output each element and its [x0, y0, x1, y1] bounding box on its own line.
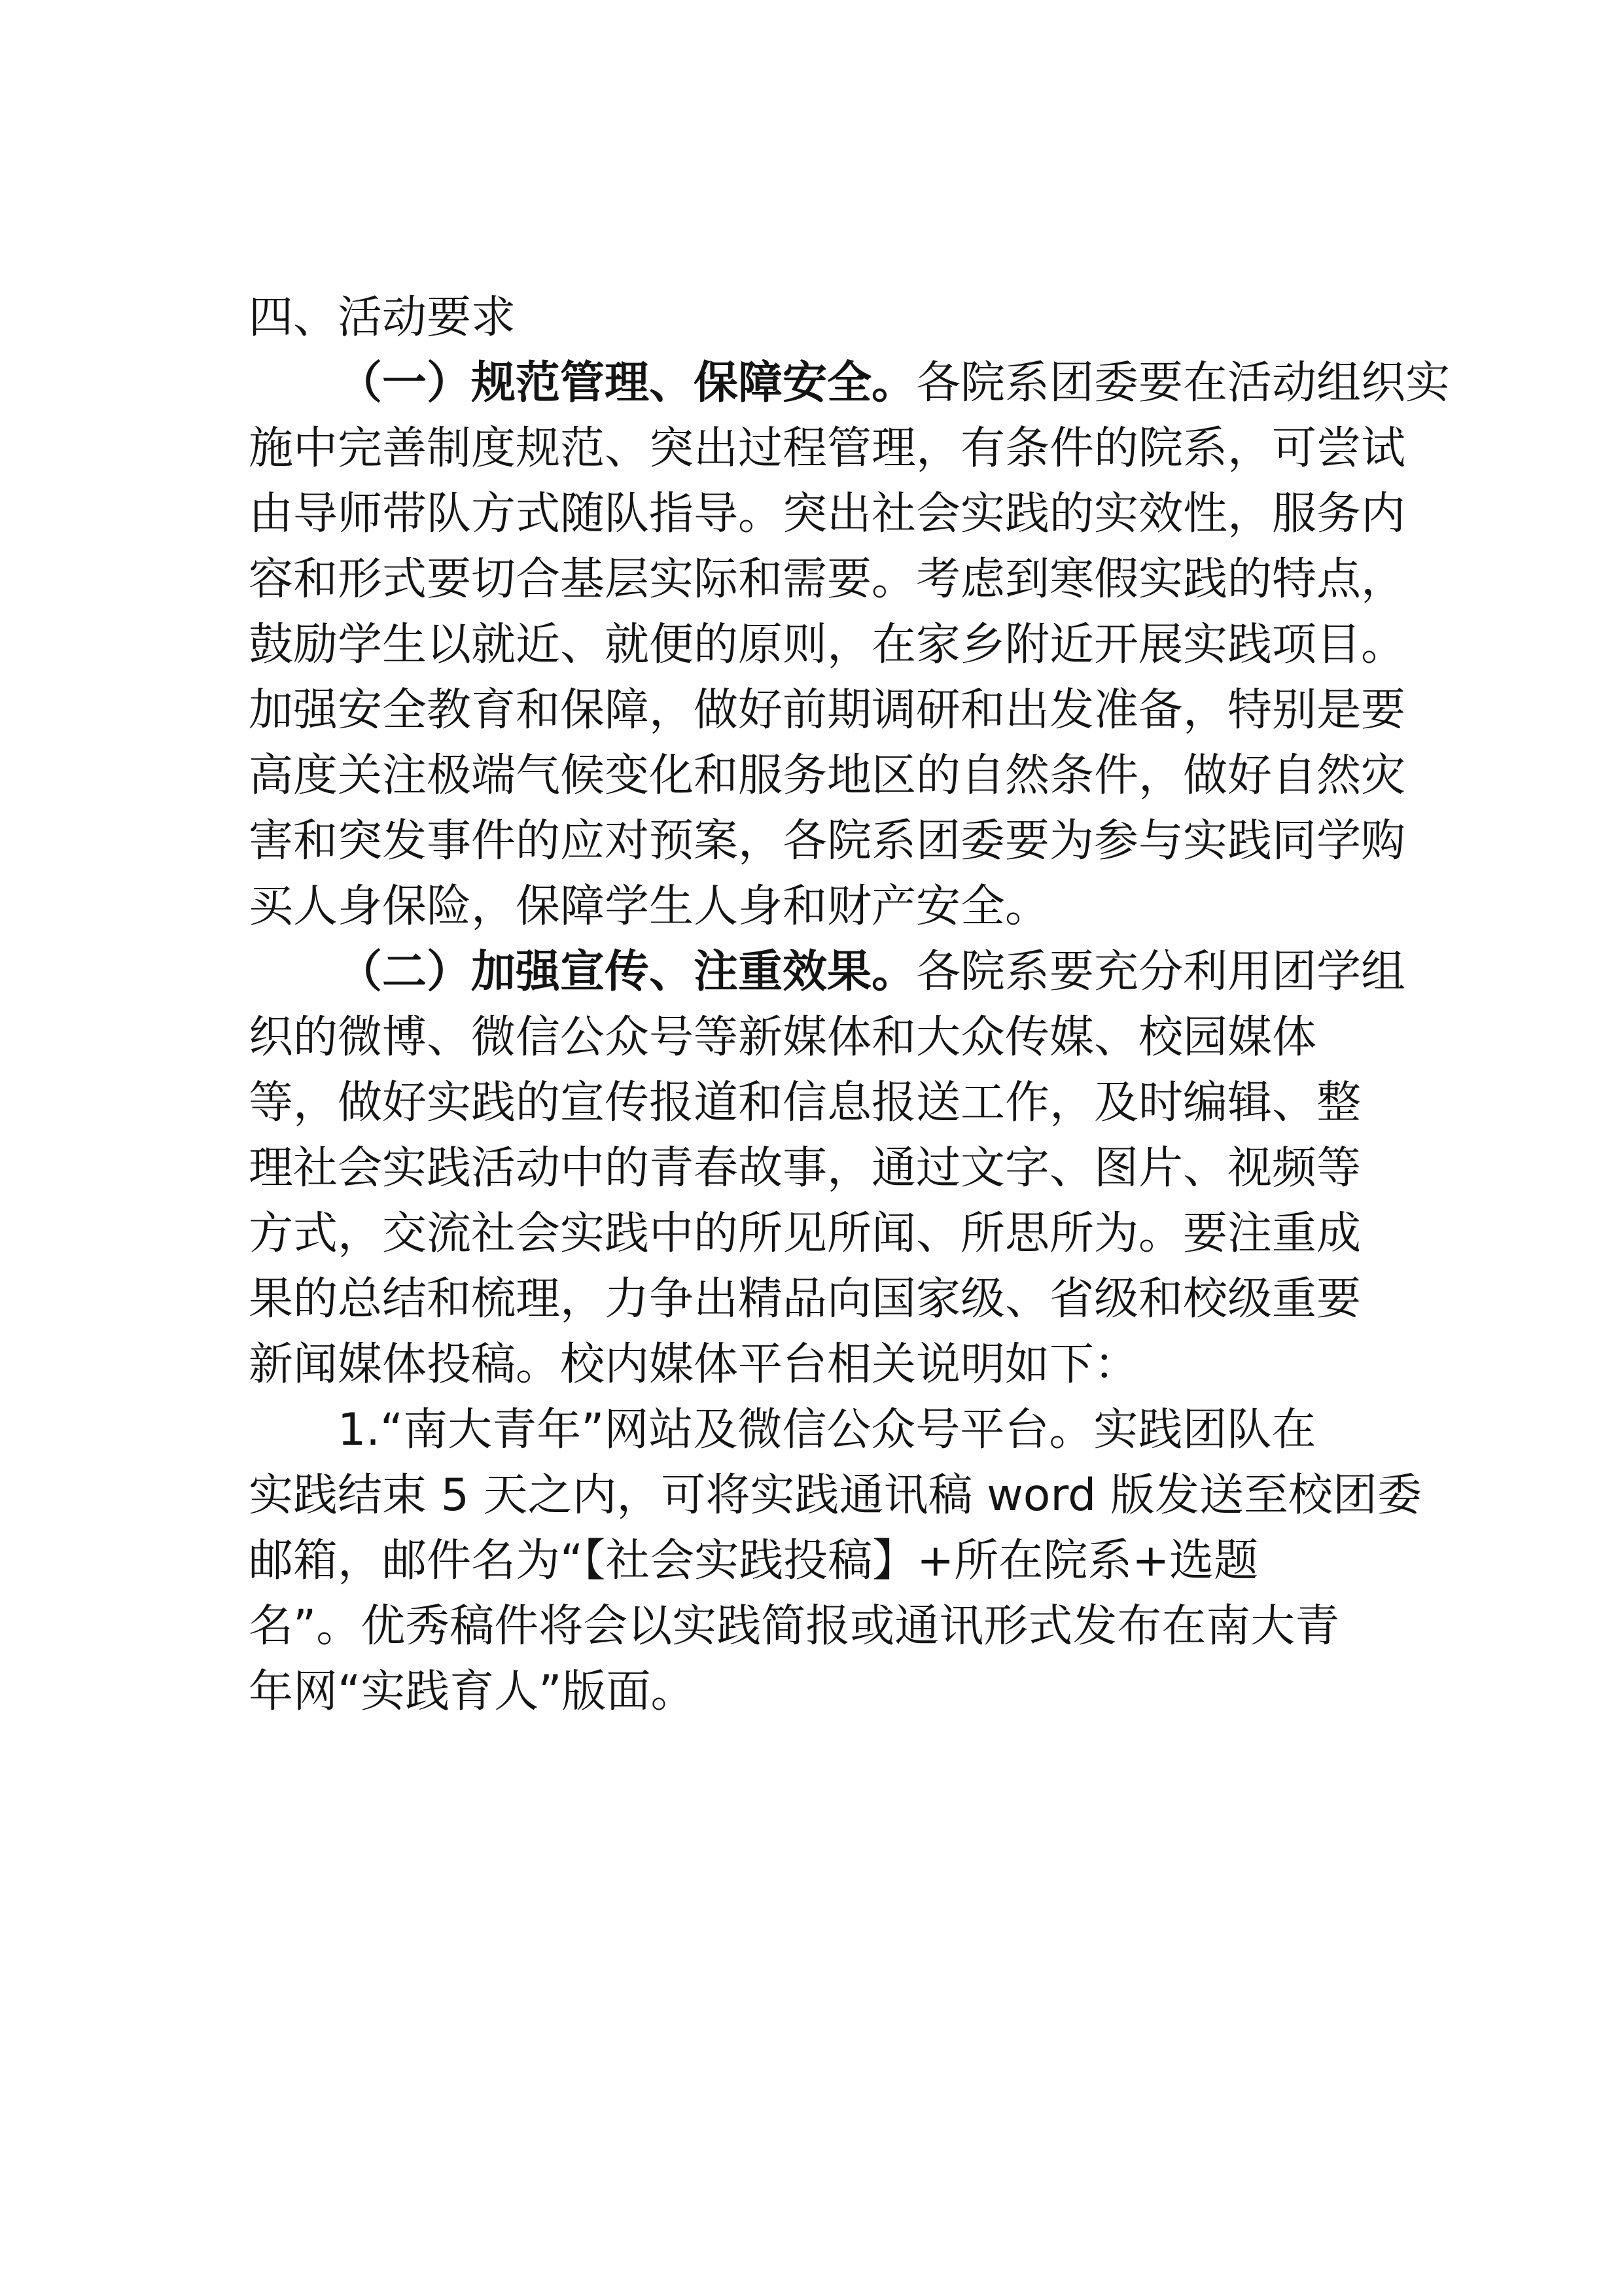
paragraph-1-lead: （一）规范管理、保障安全。	[338, 357, 917, 409]
section-heading: 四、活动要求	[249, 292, 516, 344]
paragraph-2-line-2: 织的微博、微信公众号等新媒体和大众传媒、校园媒体	[249, 1012, 1317, 1063]
paragraph-1-line-2: 施中完善制度规范、突出过程管理，有条件的院系，可尝试	[249, 423, 1406, 474]
paragraph-3-line-1: 1.“南大青年”网站及微信公众号平台。实践团队在	[338, 1404, 1316, 1456]
paragraph-1-text: 各院系团委要在活动组织实	[916, 357, 1451, 409]
paragraph-1-line-5: 鼓励学生以就近、就便的原则，在家乡附近开展实践项目。	[249, 619, 1406, 671]
paragraph-1-line-9: 买人身保险，保障学生人身和财产安全。	[249, 881, 1050, 932]
paragraph-1-line-7: 高度关注极端气候变化和服务地区的自然条件，做好自然灾	[249, 750, 1406, 802]
paragraph-2-line-7: 新闻媒体投稿。校内媒体平台相关说明如下：	[249, 1339, 1139, 1390]
paragraph-1-line-6: 加强安全教育和保障，做好前期调研和出发准备，特别是要	[249, 684, 1406, 736]
paragraph-2-line-4: 理社会实践活动中的青春故事，通过文字、图片、视频等	[249, 1142, 1362, 1194]
paragraph-2-text: 各院系要充分利用团学组	[916, 946, 1406, 998]
paragraph-3-line-5: 年网“实践育人”版面。	[249, 1666, 696, 1718]
paragraph-2-line-6: 果的总结和梳理，力争出精品向国家级、省级和校级重要	[249, 1273, 1362, 1325]
paragraph-1-line-8: 害和突发事件的应对预案，各院系团委要为参与实践同学购	[249, 815, 1406, 867]
paragraph-2-line-3: 等，做好实践的宣传报道和信息报送工作，及时编辑、整	[249, 1077, 1362, 1129]
paragraph-2-line-1	[338, 940, 1405, 1005]
paragraph-1-line-4: 容和形式要切合基层实际和需要。考虑到寒假实践的特点，	[249, 554, 1406, 605]
paragraph-2-lead: （二）加强宣传、注重效果。	[338, 946, 917, 998]
paragraph-2-line-5: 方式，交流社会实践中的所见所闻、所思所为。要注重成	[249, 1208, 1362, 1260]
paragraph-3-line-3: 邮箱，邮件名为“【社会实践投稿】+所在院系+选题	[249, 1535, 1259, 1587]
paragraph-1-line-1	[338, 351, 1450, 416]
paragraph-1-line-3: 由导师带队方式随队指导。突出社会实践的实效性，服务内	[249, 488, 1406, 540]
paragraph-3-line-4: 名”。优秀稿件将会以实践简报或通讯形式发布在南大青	[249, 1600, 1340, 1652]
paragraph-3-line-2: 实践结束 5 天之内，可将实践通讯稿 word 版发送至校团委	[249, 1470, 1422, 1521]
